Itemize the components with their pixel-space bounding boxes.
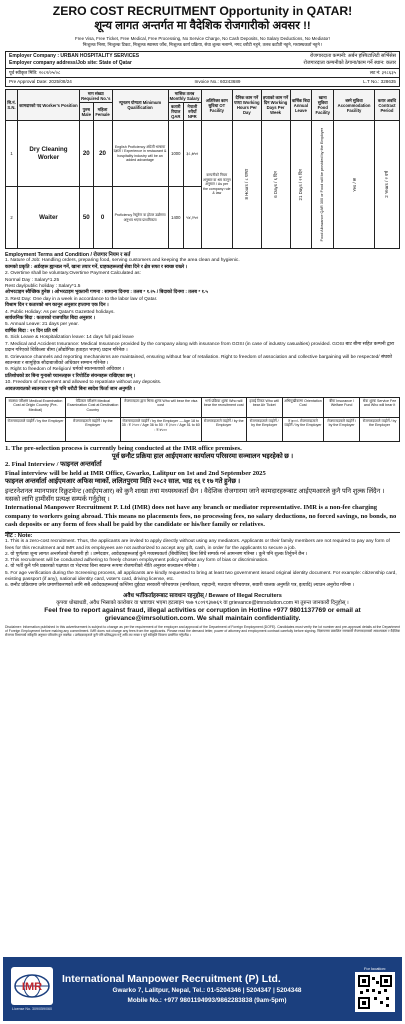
employer-address-np: रोजगारदाता कम्पनीको ठेगाना/काम गर्ने स्थान: कतार <box>303 60 396 66</box>
approval-date: Pre Approval Date: 2025/08/24 <box>9 79 72 84</box>
term-item: 7. Medical and Accident Insurance: Medical Insurance provided by the company along with insurance from GOSI (in case of industry casualties) provided. GOSI बाट बीमा सहित कम्पनी द्वारा प्रदान गरिएको चिकित्सा बीमा (औद्योगिक हताहत भएमा) प्रदान गरिनेछ । <box>5 341 395 354</box>
shared-days-cell <box>261 121 290 249</box>
col-male: पुरुष Male <box>80 103 94 121</box>
approval-row-np <box>5 69 400 78</box>
note-heading: नोट : Note: <box>5 532 33 539</box>
row-qualification: English Proficiency अंग्रेजी भाषामा दक्षता / Experience in restaurant & hospitality industry will be an added advantage <box>112 121 168 187</box>
company-footer <box>3 957 402 1021</box>
employer-company-label: Employer Company : <box>9 53 60 59</box>
col-salary: मासिक तलब Monthly Salary <box>169 91 200 101</box>
free-benefits-en: Free Visa, Free Ticket, Free Medical, Free Processing, No Service Charge, No Cash Deposits, No Salary Deductions, No Mediator! <box>75 36 330 41</box>
shared-accommodation: Yes / छ <box>351 177 357 192</box>
logo-block <box>7 967 57 1011</box>
term-item: 8. Grievance channels and reporting mechanisms are maintained, ensuring without fear of retaliation. Right to freedom of association and collective bargaining will be respected/ संघको स्वतन्त्रता र सामूहिक सौदाबाजीको अधिकार सम्मान गरिनेछ । <box>5 354 392 366</box>
table-row <box>6 417 400 441</box>
shared-hours-cell <box>233 121 262 249</box>
cost-value: रोजगारदाताले व्यहोर्ने / by the Employer <box>201 417 246 441</box>
col-leave: वार्षिक बिदा Annual Leave <box>290 90 312 121</box>
beware-np: कृपया धोखाधडी, अवैध भिसाको कारोबार वा भ्रष्टाचार भएमा हटलाइन ९७७ ९८०११३७७६९ वा grievance@imrsolution.com मा तुरुन्त जानकारी दिनुहोस् । <box>56 599 349 606</box>
note-item: 3. This recruitment will be conducted adhering to freely chosen employment policy without any form of bias or discrimination. <box>5 558 269 564</box>
term-item: 3. Rest Day: One day in a week in accordance to the labor law of Qatar. विश्राम दिन र कतारको श्रम कानून अनुसार हप्तामा एक दिन । <box>5 296 158 309</box>
row-sn: 1 <box>6 121 18 187</box>
row-salary-npr: ५४,२५० <box>184 187 202 249</box>
no-fee-statement: International Manpower Recruitment P. Ltd (IMR) does not have any branch or mediator representative. IMR is a non-fee charging company to workers going abroad. This means no placements fees, no processing fees, no salary deductions, no forced savings, no bonds, no cash deposits or any form of fees shall be paid by the candidate or his/her family or relatives. <box>5 504 397 528</box>
company-name: International Manpower Recruitment (P) Ltd. <box>62 973 281 985</box>
company-mobile: Mobile No.: +977 9801194993/9862283838 (9am-5pm) <box>127 996 287 1004</box>
row-male: 20 <box>80 121 94 187</box>
shared-accommodation-cell <box>334 121 375 249</box>
svg-text:IMR: IMR <box>21 980 43 993</box>
invoice-number: Invoice No.: 60243689 <box>194 79 241 84</box>
cost-value: रु ७००/- रोजगारदाताले व्यहोर्ने / by the Employer <box>282 417 323 441</box>
shared-hours: 8 Hours / ८ घण्टा <box>244 169 250 200</box>
row-female: 0 <box>93 187 112 249</box>
cost-header: मेडिकल परीक्षण Medical Examination Cost at Destination Country <box>65 397 120 417</box>
cost-header: सेवा शुल्क Service Fee and Who will bear it <box>360 397 400 417</box>
terms-heading: Employment Terms and Condition / रोजगार नियम र सर्त <box>5 252 131 258</box>
interview-notice <box>5 445 400 529</box>
col-sn: सि.नं. S.N. <box>6 90 18 121</box>
cost-value: रोजगारदाताले व्यहोर्ने / by the Employer <box>360 417 400 441</box>
no-branch-np: इन्टरनेशनल म्यानपावर रिक्रुटमेन्ट (आईएमआर) को कुनै शाखा तथा मध्यस्थकर्ता छैन । वैदेशिक रोजगारमा जाने कामदारहरूबाट आईएमआरले कुनै पनि शुल्क लिंदैन । यसको लागि हामीसँग प्रत्यक्ष सम्पर्क गर्नुहोस् । <box>5 487 385 504</box>
col-accommodation: बस्ने सुविधा Accommodation Facility <box>334 90 375 121</box>
imr-logo <box>11 967 53 1005</box>
shared-contract: 2 Years / २ वर्ष <box>384 171 390 198</box>
col-ot: अतिरिक्त काम सुविधा OT Facility <box>201 90 233 121</box>
cost-header: स्वास्थ्य परीक्षण Medical Examination Cost at Origin Country (Pre-Medical) <box>6 397 66 417</box>
term-item: 4. Public Holiday: As per Qatar's Gazetted holidays. सार्वजनिक बिदा : कतारको राजपत्रित बिदा अनुसार । <box>5 309 115 322</box>
row-female: 20 <box>93 121 112 187</box>
shared-contract-cell <box>374 121 399 249</box>
final-interview-np: फाइनल अन्तर्वार्ता आईएमआर अफिस ग्वार्को, ललितपुरमा मिति २०८२ साल, भाद्र १६ र १७ गते हुनेछ । <box>5 477 241 485</box>
jobs-table <box>5 89 400 249</box>
note-item: 6. छनौट प्रक्रियामा उमेर प्रमाणीकरणको लागि सबै आवेदकहरूलाई कम्तिमा दुईवटा सरकारी परिचयपत्र (नागरिकता, राहदानी, मतदाता परिचयपत्र, सवारी चालक अनुमति पत्र, इत्यादि) ल्याउन अनुरोध गरिन्छ । <box>5 583 354 589</box>
final-interview-heading: 2. Final Interview / फाइनल अन्तर्वार्ता <box>5 461 102 469</box>
location-qr-code[interactable] <box>355 972 395 1012</box>
col-salary-npr: नेपाली रुपैयाँ NPR <box>184 103 202 121</box>
cost-header: बीमा Insurance / Welfare Fund <box>324 397 360 417</box>
row-sn: 2 <box>6 187 18 249</box>
ad-subtitle: शून्य लागत अन्तर्गत मा वैदेशिक रोजगारीको अवसर !! <box>94 20 311 32</box>
col-days: हप्ताको काम गर्ने दिन Working Days Per Week <box>261 90 290 121</box>
preselection-en: 1. The pre-selection process is currently being conducted at the IMR office premises. <box>5 444 242 452</box>
col-required: माग संख्या Required No.'s <box>81 91 111 101</box>
col-position: कामदारको पद Worker's Position <box>18 90 80 121</box>
col-salary-qar: कतारी रियाल QAR <box>168 103 183 121</box>
cost-header: रोजगारदाता द्वारा भिसा शुल्क Who will bear the visa cost <box>120 397 201 417</box>
note-item: 5. For age verification during the Screening process, all applicants are kindly requested to bring at least two government issued original identity document. For example: citizenship card, existing passport (if any), national identity card, voter's card, driving license, etc. <box>5 570 397 583</box>
lot-number-np: लट नं: ३२८६३५ <box>369 70 396 75</box>
cost-responsibility-table <box>5 397 400 442</box>
note-item: 4. यो भर्ती कुनै पनि प्रकारको पक्षपात वा भेदभाव बिना स्वतन्त्र रूपमा रोजगारीको नीति अनुसार सञ्चालन गरिनेछ । <box>5 564 200 570</box>
term-item: 2. Overtime shall be voluntary.Overtime Payment Calculated as: Normal Day : Salary*1.25 <box>5 271 141 283</box>
shared-ot: कम्पनीको नियम अनुसार वा श्रम कानून अनुसार / As per the company rule & law <box>201 121 233 249</box>
term-item: 9. Right to freedom of Religion/ धर्मको स्वतन्त्रताको अधिकार । प्रतिशोधको डर बिना गुनासो च्यानलहरू र रिपोर्टिङ संयन्त्रहरू राखिएका छन् । <box>5 367 136 379</box>
row-qualification: Proficiency रेस्टुरेन्ट वा होटल उद्योगमा अनुभव भएमा प्राथमिकता <box>112 187 168 249</box>
employer-address: Employer company address/Job site: State of Qatar <box>9 60 132 66</box>
term-item: Rest day/public holiday : Salary*1.5 ओभरटाइम स्वैच्छिक हुनेछ । ओभरटाइम भुक्तानी गणना : सामान्य दिनमा : तलब * १.२५ / बिदाको दिनमा : तलब * १.५ <box>5 284 208 296</box>
table-row <box>6 397 400 417</box>
cost-value: रोजगारदाताले व्यहोर्ने / by the Employer <box>6 417 66 441</box>
note-section <box>5 532 400 590</box>
row-salary-qar: 1400 <box>168 187 183 249</box>
term-item: 5. Annual Leave: 21 days per year. वार्षिक बिदा : २१ दिन प्रति वर्ष <box>5 322 79 334</box>
employer-company-np: रोजगारदाता कम्पनी: अर्बन हस्पिटालिटी सर्भिसेस <box>309 53 396 59</box>
term-item: 6. Sick Leave & Hospitalization leave: 14 days full paid leave <box>5 335 134 341</box>
col-contract: करार अवधि Contract Period <box>374 90 399 121</box>
term-item: 10. Freedom of movement and allowed to repatriate without any deposits. आवतजावतको स्वतन्त्रता र कुनै पनि धरौटी बिना स्वदेश फिर्ता जान अनुमति । <box>5 380 162 392</box>
row-salary-npr: ३८,७५० <box>184 121 202 187</box>
beware-hotline: Feel free to report against fraud, illegal activities or corruption in Hotline +977 9801137769 or email at grievance@imrsolution.com. We shall maintain confidentiality. <box>44 606 361 622</box>
term-item: 1. Nature of Job: Handling orders, preparing food, serving customers and keeping the area clean and hygienic. कामको प्रकृति : अर्डरहरू ह्यान्डल गर्ने, खाना तयार गर्ने, ग्राहकहरूलाई सेवा दिने र क्षेत्र सफा र स्वच्छ राख्ने । <box>5 258 240 270</box>
beware-section <box>5 593 400 623</box>
shared-leave-cell <box>290 121 312 249</box>
cost-value: रोजगारदाताले व्यहोर्ने / by the Employer — Age 18 to 35 : रु २५०० / Age 36 to 50 : रु ३५०० / Age 51 to 60 : रु ४५०० <box>120 417 201 441</box>
row-position: Dry Cleaning Worker <box>18 121 80 187</box>
disclaimer-text: Disclaimer: Information published in this advertisement is subject to change as per the requirement of the employer and approval of the Department of Foreign Employment (DOFE). Candidates must verify the lot number and pre-approval details at the Department of Foreign Employment before making any commitment. IMR does not charge any fees from the applicants. Please read the demand letter, power of attorney and employment contract carefully before signing. विज्ञापनमा प्रकाशित जानकारी रोजगारदाताको आवश्यकता र वैदेशिक रोजगार विभागको स्वीकृति अनुसार परिवर्तन हुन सक्नेछ । उम्मेदवारहरूले कुनै पनि प्रतिबद्धता गर्नु अघि लट नम्बर र पूर्व स्वीकृति विवरण प्रमाणित गर्नुपर्नेछ । <box>5 624 400 638</box>
lt-number: L.T No.: 328635 <box>363 79 396 84</box>
cost-header: भर्ना प्रक्रिया शुल्क Who will bear the recruitment cost <box>201 397 246 417</box>
col-female: महिला Female <box>93 103 112 121</box>
shared-leave: 21 Days / २१ दिन <box>298 168 304 201</box>
ad-title: ZERO COST RECRUITMENT Opportunity in QATAR! <box>52 4 353 18</box>
beware-heading: अवैध भर्तीकर्ताहरूबाट सावधान रहनुहोस् / Beware of Illegal Recruiters <box>123 592 282 599</box>
employer-box <box>5 51 400 69</box>
cost-header: हवाई टिकट Who will bear Air Ticket <box>246 397 282 417</box>
location-block <box>352 966 398 1012</box>
terms-section <box>5 252 400 393</box>
note-item: 1. This is a zero-cost recruitment. Thus, the applicants are invited to apply directly without using any mediators. Applicants or their family members are not required to pay any form of fees for this recruitment and IMR and its employees are not authorized to accept any gift, cash, in order for the applicants to secure a job. <box>5 539 390 551</box>
cost-value: रोजगारदाताले व्यहोर्ने / by the Employer <box>65 417 120 441</box>
shared-food-cell <box>312 121 334 249</box>
globe-logo-icon <box>13 973 51 999</box>
cost-value: रोजगारदाताले व्यहोर्ने / by the Employer <box>246 417 282 441</box>
approval-row <box>5 78 400 87</box>
company-info <box>57 973 352 1006</box>
shared-days: 6 Days / ६ दिन <box>273 171 279 198</box>
row-position: Waiter <box>18 187 80 249</box>
qr-label: For location: <box>363 966 386 971</box>
cost-header: अभिमुखीकरण Orientation Cost <box>282 397 323 417</box>
col-hours: दैनिक काम गर्ने घण्टा Working Hours Per Day <box>233 90 262 121</box>
free-benefits-np: निःशुल्क भिसा, निःशुल्क टिकट, निःशुल्क स्वास्थ्य जाँच, निःशुल्क कार्य प्रक्रिया, सेवा शुल्क नलाग्ने, नगद धरौटी नहुने, तलब कटौती नहुने, मध्यस्थकर्ता नहुने ! <box>82 42 323 47</box>
shared-food: Food Allowance QAR 300 or Food will be provided by the Employer <box>320 127 325 242</box>
company-address: Gwarko 7, Lalitpur, Nepal, Tel.: 01-5204346 | 5204347 | 5204348 <box>112 986 302 994</box>
note-item: 2. यो पूर्णतया शून्य लागत अन्तर्गतको रोजगारी हो । उम्मेदवार, आवेदकहरूलाई कुनै मध्यस्थकर्ता (बिचौलिया) बिना सिधै सम्पर्क गर्न आमन्त्रण गरिन्छ । कुनै पनि शुल्क तिर्नुपर्ने छैन । <box>5 551 308 557</box>
preselection-np: पूर्व छनौट प्रक्रिया हाल आईएमआर कार्यालय परिसरमा सञ्चालन भइरहेको छ । <box>111 453 294 461</box>
license-number: License No. 309/059/060 <box>12 1006 52 1011</box>
col-food: खाना सुविधा Food Facility <box>312 90 334 121</box>
cost-value: रोजगारदाताले व्यहोर्ने / by the Employer <box>324 417 360 441</box>
approval-date-np: पूर्व स्वीकृत मिति: २०८२/०५/०८ <box>9 70 61 75</box>
row-salary-qar: 1000 <box>168 121 183 187</box>
col-qualification: न्यूनतम योग्यता Minimum Qualification <box>112 90 168 121</box>
row-male: 50 <box>80 187 94 249</box>
qr-code-icon <box>358 975 392 1009</box>
employer-company-name: URBAN HOSPITALITY SERVICES <box>60 53 140 59</box>
table-row <box>6 121 400 187</box>
final-interview-detail: Final interview will be held at IMR Office, Gwarko, Lalitpur on 1st and 2nd September 2025 <box>5 469 266 477</box>
